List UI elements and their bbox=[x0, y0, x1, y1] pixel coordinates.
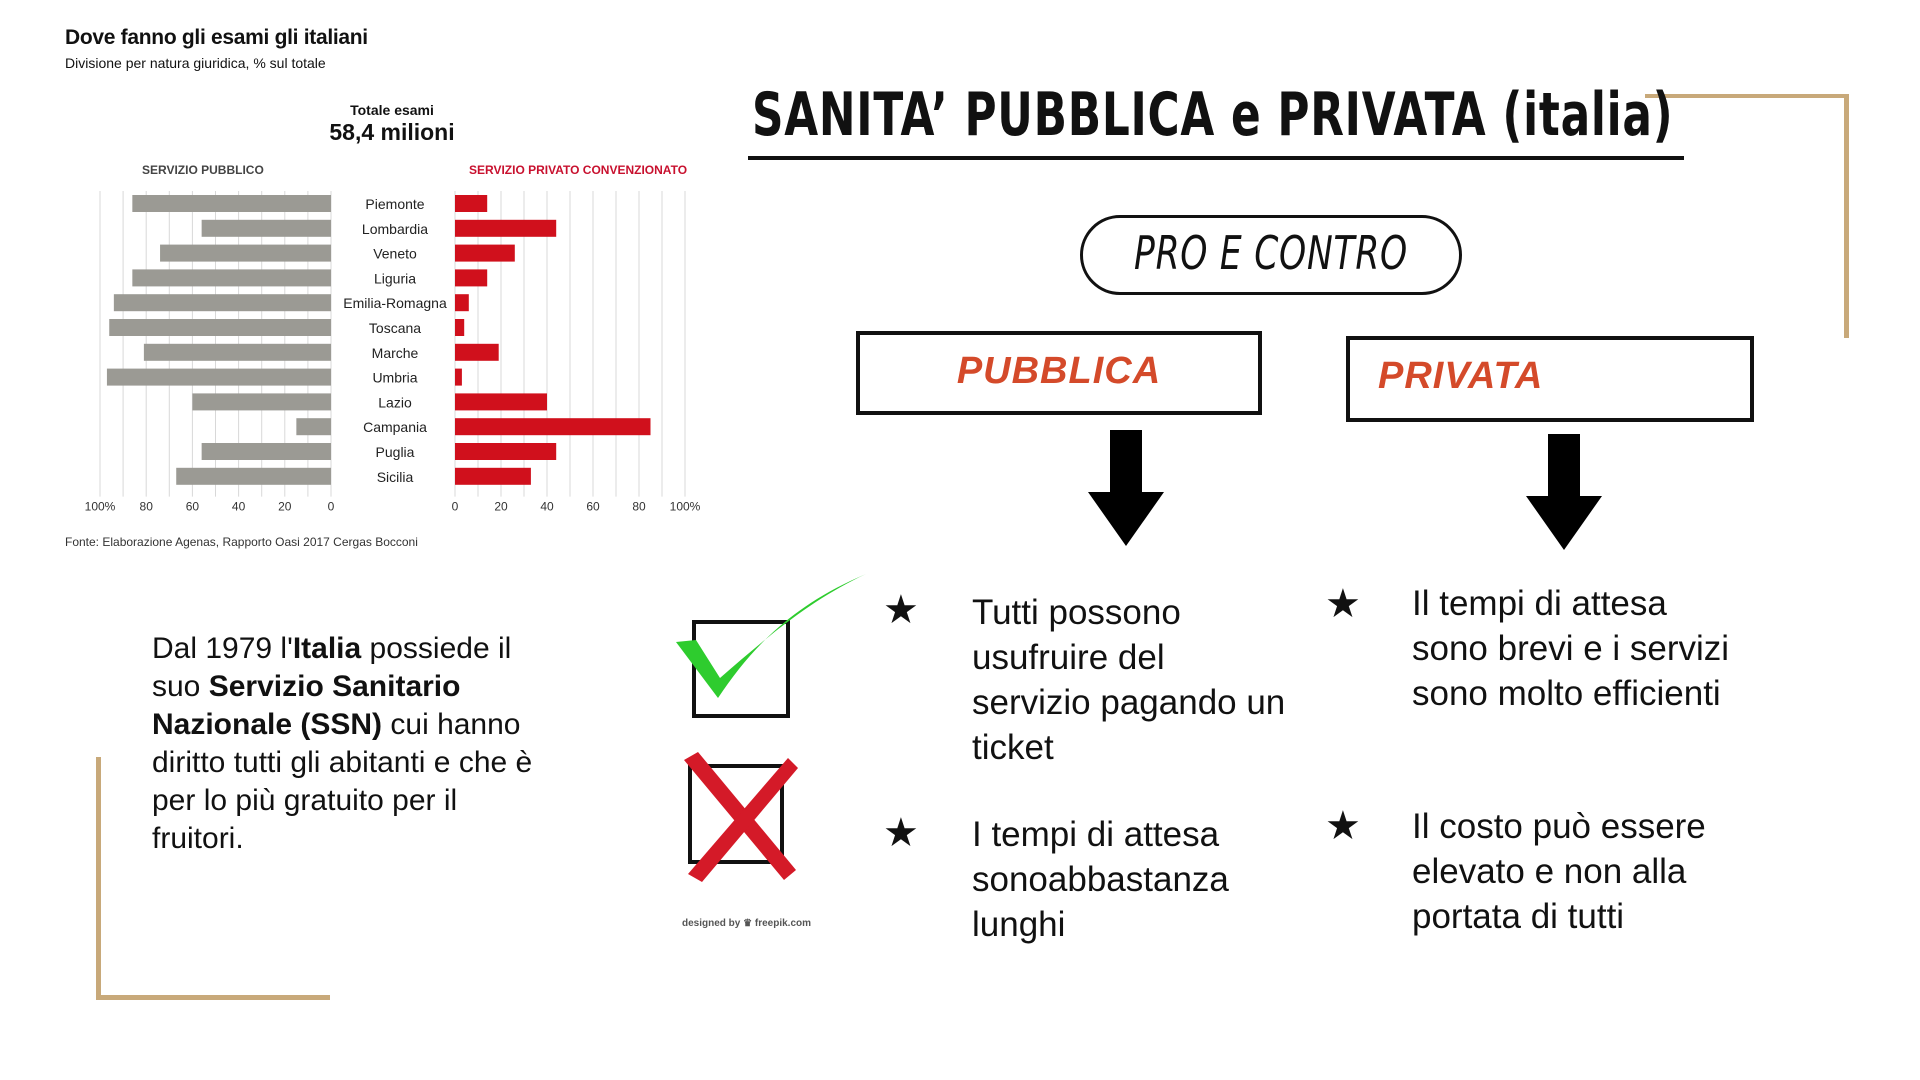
bullet-pubblica-pro: Tutti possono usufruire del servizio pagando un ticket bbox=[972, 593, 1286, 767]
tick-label: 60 bbox=[586, 499, 600, 514]
tick-label: 20 bbox=[278, 499, 292, 514]
category-label: Campania bbox=[363, 419, 427, 436]
category-label: Sicilia bbox=[376, 468, 414, 485]
series-label-public: SERVIZIO PUBBLICO bbox=[142, 163, 264, 177]
bullet-privata-contro: Il costo può essere elevato e non alla portata di tutti bbox=[1412, 807, 1706, 936]
bar-public bbox=[202, 220, 331, 237]
category-label: Piemonte bbox=[365, 196, 425, 212]
tick-label: 40 bbox=[540, 499, 554, 514]
gold-line-left-vertical bbox=[96, 757, 101, 999]
category-label: Lazio bbox=[378, 394, 412, 411]
tick-label: 100% bbox=[669, 499, 701, 514]
bar-public bbox=[114, 294, 331, 311]
category-label: Marche bbox=[371, 344, 419, 361]
bar-private bbox=[455, 294, 469, 311]
bar-public bbox=[144, 344, 331, 361]
bar-public bbox=[109, 319, 331, 336]
chart-subtitle: Divisione per natura giuridica, % sul totale bbox=[65, 55, 326, 71]
category-label: Toscana bbox=[368, 320, 422, 336]
tick-label: 100% bbox=[84, 499, 116, 514]
pro-contro-label: PRO E CONTRO bbox=[1134, 226, 1408, 280]
bar-public bbox=[160, 245, 331, 262]
chart-source: Fonte: Elaborazione Agenas, Rapporto Oasi 2017 Cergas Bocconi bbox=[65, 535, 418, 549]
bar-private bbox=[455, 443, 556, 460]
bar-public bbox=[202, 443, 331, 460]
category-label: Umbria bbox=[372, 369, 418, 386]
gold-line-bottom-left bbox=[96, 995, 330, 1000]
bar-private bbox=[455, 319, 464, 336]
bar-private bbox=[455, 369, 462, 386]
tick-label: 0 bbox=[451, 499, 459, 514]
tick-label: 80 bbox=[632, 499, 646, 514]
series-label-private: SERVIZIO PRIVATO CONVENZIONATO bbox=[469, 163, 688, 177]
chart-total-value: 58,4 milioni bbox=[329, 119, 455, 145]
ssn-paragraph: Dal 1979 l'Italia possiede il suo Servizio Sanitario Nazionale (SSN) cui hanno diritto tutti gli abitanti e che è per lo più gratuito per il fruitori. bbox=[152, 632, 533, 855]
bar-private bbox=[455, 195, 487, 212]
arrow-down-icon bbox=[1088, 430, 1164, 546]
tick-label: 0 bbox=[327, 499, 335, 514]
bar-public bbox=[296, 418, 331, 435]
tick-label: 60 bbox=[185, 499, 200, 514]
category-label: Puglia bbox=[375, 444, 415, 460]
chart-title: Dove fanno gli esami gli italiani bbox=[65, 26, 368, 49]
chart-total-label: Totale esami bbox=[350, 102, 434, 118]
gold-line-right-vertical bbox=[1844, 94, 1849, 338]
star-icon: ★ bbox=[1325, 582, 1361, 626]
tick-label: 80 bbox=[139, 499, 153, 514]
bullet-pubblica-contro: I tempi di attesa sonoabbastanza lunghi bbox=[972, 815, 1229, 944]
bar-private bbox=[455, 344, 499, 361]
category-label: Lombardia bbox=[361, 220, 429, 237]
pubblica-label: PUBBLICA bbox=[956, 350, 1162, 392]
star-icon: ★ bbox=[883, 811, 919, 855]
bar-chart bbox=[0, 0, 720, 530]
gold-line-top-right bbox=[1645, 94, 1848, 98]
star-icon: ★ bbox=[1325, 804, 1361, 848]
bar-public bbox=[132, 195, 331, 212]
bar-public bbox=[192, 393, 331, 410]
star-icon: ★ bbox=[883, 588, 919, 632]
bar-private bbox=[455, 220, 556, 237]
bar-private bbox=[455, 418, 651, 435]
bar-private bbox=[455, 245, 515, 262]
title-underline bbox=[748, 156, 1684, 160]
checkmark-icon bbox=[670, 570, 870, 730]
bullet-privata-pro: Il tempi di attesa sono brevi e i servizi sono molto efficienti bbox=[1412, 584, 1730, 713]
bar-public bbox=[132, 269, 331, 286]
bar-private bbox=[455, 393, 547, 410]
freepik-credit: designed by ♛ freepik.com bbox=[682, 918, 811, 929]
privata-label: PRIVATA bbox=[1378, 355, 1544, 397]
cross-icon bbox=[680, 752, 800, 892]
arrow-down-icon bbox=[1526, 434, 1602, 550]
category-label: Veneto bbox=[373, 245, 417, 262]
tick-label: 40 bbox=[231, 499, 246, 514]
tick-label: 20 bbox=[494, 499, 508, 514]
category-label: Liguria bbox=[373, 270, 417, 287]
category-label: Emilia-Romagna bbox=[343, 295, 447, 312]
bar-private bbox=[455, 269, 487, 286]
bar-private bbox=[455, 468, 531, 485]
bar-public bbox=[107, 369, 331, 386]
bar-public bbox=[176, 468, 331, 485]
main-title: SANITA’ PUBBLICA e PRIVATA (italia) bbox=[752, 80, 1674, 150]
